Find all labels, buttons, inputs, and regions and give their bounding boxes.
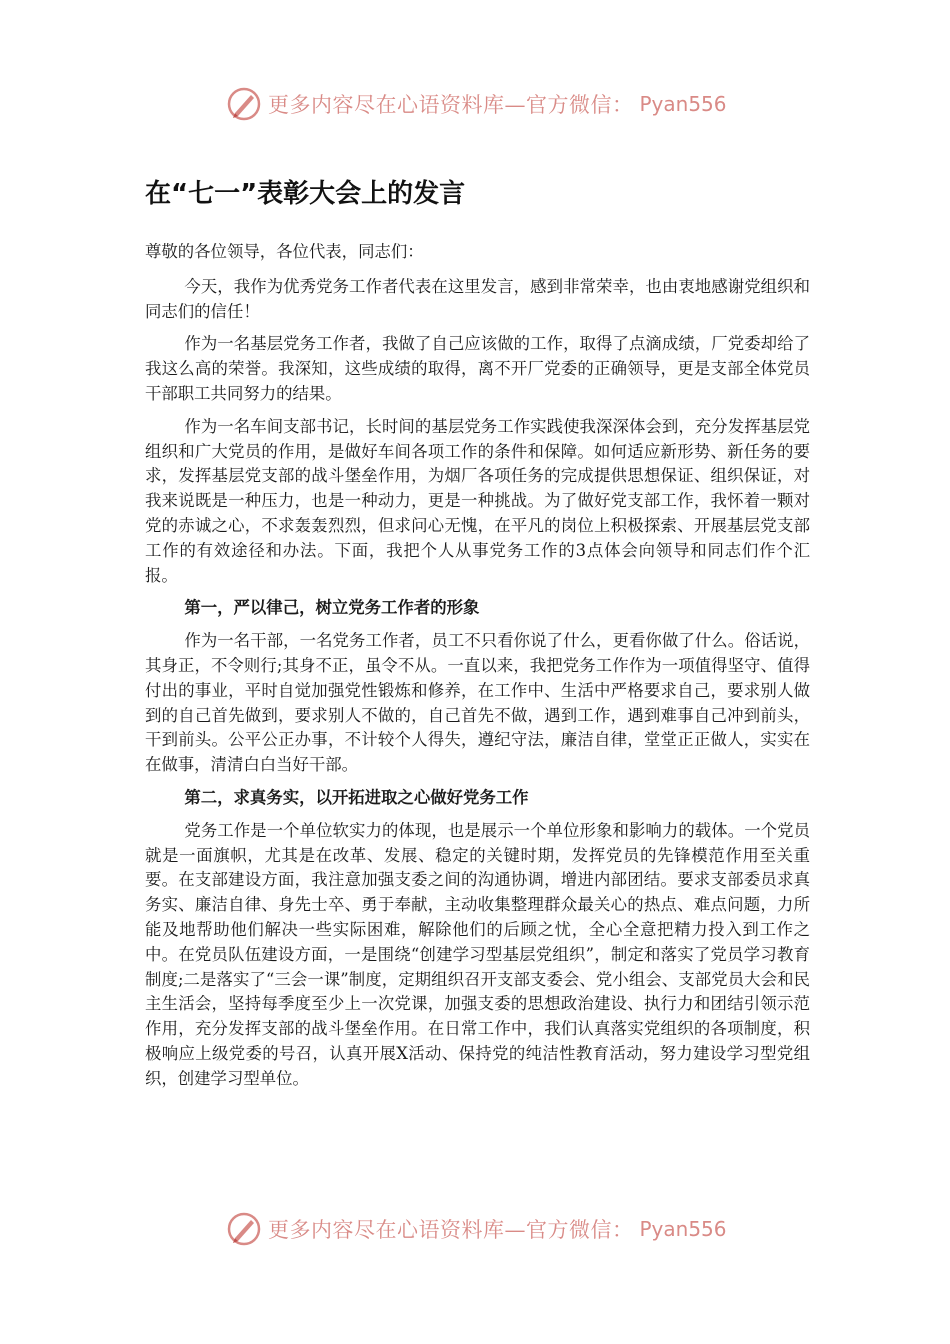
paragraph: 今天，我作为优秀党务工作者代表在这里发言，感到非常荣幸，也由衷地感谢党组织和同志们的信任！ [145,276,810,321]
watermark-text: 更多内容尽在心语资料库—官方微信： [268,1218,634,1242]
section-heading: 第一，严以律己，树立党务工作者的形象 [184,598,480,618]
watermark-text: 更多内容尽在心语资料库—官方微信： [268,93,634,117]
paragraph: 作为一名车间支部书记，长时间的基层党务工作实践使我深深体会到，充分发挥基层党组织和广大党员的作用，是做好车间各项工作的条件和保障。如何适应新形势、新任务的要求，发挥基层党支部的战斗堡垒作用，为烟厂各项任务的完成提供思想保证、组织保证，对我来说既是一种压力，也是一种动力，更是一种挑战。为了做好党支部工作，我怀着一颗对党的赤诚之心，不求轰轰烈烈，但求问心无愧，在平凡的岗位上积极探索、开展基层党支部工作的有效途径和办法。下面，我把个人从事党务工作的3点体会向领导和同志们作个汇报。 [145,416,810,585]
watermark-wechat-id: Pyan556 [639,92,727,116]
document-title: 在“七一”表彰大会上的发言 [145,179,466,209]
document-body [145,170,810,1100]
paragraph: 作为一名干部，一名党务工作者，员工不只看你说了什么，更看你做了什么。俗话说，其身正，不令则行;其身不正，虽令不从。一直以来，我把党务工作作为一项值得坚守、值得付出的事业，平时自觉加强党性锻炼和修养，在工作中、生活中严格要求自己，要求别人做到的自己首先做到，要求别人不做的，自己首先不做，遇到工作，遇到难事自己冲到前头，干到前头。公平公正办事，不计较个人得失，遵纪守法，廉洁自律，堂堂正正做人，实实在在做事，清清白白当好干部。 [145,631,810,775]
pen-logo-icon [226,86,262,122]
pen-logo-icon [226,1211,262,1247]
watermark-header [226,86,727,122]
watermark-footer [226,1211,727,1247]
paragraph: 作为一名基层党务工作者，我做了自己应该做的工作，取得了点滴成绩，厂党委却给了我这么高的荣誉。我深知，这些成绩的取得，离不开厂党委的正确领导，更是支部全体党员干部职工共同努力的结果。 [145,334,810,403]
section-heading: 第二，求真务实，以开拓进取之心做好党务工作 [184,787,529,807]
watermark-wechat-id: Pyan556 [639,1217,727,1241]
paragraph: 党务工作是一个单位软实力的体现，也是展示一个单位形象和影响力的载体。一个党员就是一面旗帜，尤其是在改革、发展、稳定的关键时期，发挥党员的先锋模范作用至关重要。在支部建设方面，我注意加强支委之间的沟通协调，增进内部团结。要求支部委员求真务实、廉洁自律、身先士卒、勇于奉献，主动收集整理群众最关心的热点、难点问题，力所能及地帮助他们解决一些实际困难，解除他们的后顾之忧，全心全意把精力投入到工作之中。在党员队伍建设方面，一是围绕“创建学习型基层党组织”，制定和落实了党员学习教育制度;二是落实了“三会一课”制度，定期组织召开支部支委会、党小组会、支部党员大会和民主生活会，坚持每季度至少上一次党课，加强支委的思想政治建设、执行力和团结引领示范作用，充分发挥支部的战斗堡垒作用。在日常工作中，我们认真落实党组织的各项制度，积极响应上级党委的号召，认真开展X活动、保持党的纯洁性教育活动，努力建设学习型党组织，创建学习型单位。 [145,820,810,1088]
salutation: 尊敬的各位领导，各位代表，同志们： [145,242,424,261]
